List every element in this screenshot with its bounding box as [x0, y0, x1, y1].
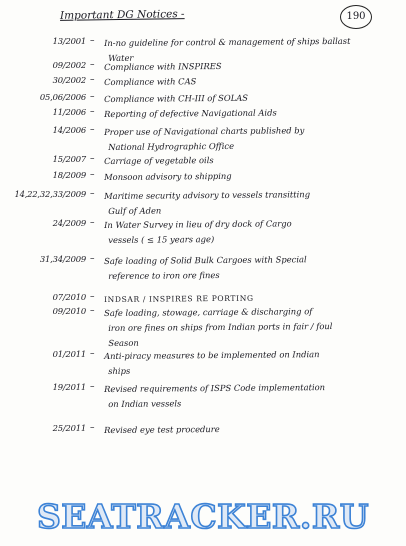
- notice-number: 14,22,32,33/2009: [14, 189, 86, 199]
- dash-separator: –: [90, 75, 95, 85]
- notice-description-line: Reporting of defective Navigational Aids: [104, 107, 277, 119]
- notice-description: [104, 252, 372, 284]
- notice-description-line: Compliance with INSPIRES: [104, 60, 222, 72]
- notice-number: 19/2011: [52, 382, 86, 392]
- notice-description-line: INDSAR / INSPIRES RE PORTING: [104, 293, 254, 304]
- notice-number: 01/2011: [52, 349, 86, 359]
- dash-separator: –: [90, 292, 95, 302]
- dash-separator: –: [90, 125, 95, 135]
- page-title: Important DG Notices -: [59, 8, 185, 22]
- notice-number: 13/2001: [52, 36, 86, 46]
- notice-description-line: Compliance with CH-III of SOLAS: [104, 92, 249, 104]
- notice-description-line: Monsoon advisory to shipping: [104, 170, 232, 182]
- notice-description-line: vessels ( ≤ 15 years age): [108, 234, 215, 245]
- notice-number: 07/2010: [52, 292, 86, 302]
- notice-description: [104, 168, 372, 185]
- notice-number: 30/2002: [52, 75, 86, 85]
- notice-description: [104, 152, 372, 169]
- dash-separator: –: [90, 36, 95, 46]
- notice-description-line: iron ore fines on ships from Indian ports in fair / foul: [108, 321, 333, 333]
- dash-separator: –: [90, 189, 95, 199]
- notice-number: 09/2002: [52, 60, 86, 70]
- notice-number: 31,34/2009: [39, 254, 86, 264]
- notice-description-line: ships: [108, 365, 131, 376]
- dash-separator: –: [90, 349, 95, 359]
- notice-description-line: Safe loading of Solid Bulk Cargoes with Special: [104, 254, 307, 266]
- notice-number: 05,06/2006: [39, 92, 86, 102]
- dash-separator: –: [90, 382, 95, 392]
- notice-description-line: National Hydrographic Office: [108, 140, 235, 152]
- notice-description-line: Proper use of Navigational charts published by: [104, 125, 305, 137]
- notice-description-line: In-no guideline for control & management of ships ballast: [104, 35, 351, 48]
- dash-separator: –: [90, 254, 95, 264]
- dash-separator: –: [90, 154, 95, 164]
- notice-description-line: Season: [108, 337, 139, 348]
- dash-separator: –: [90, 107, 95, 117]
- notice-description-line: Safe loading, stowage, carriage & discharging of: [104, 306, 313, 318]
- notice-description: [104, 105, 372, 122]
- notice-description: [104, 421, 372, 438]
- notice-number: 25/2011: [52, 423, 86, 433]
- dash-separator: –: [90, 170, 95, 180]
- notice-description-line: Carriage of vegetable oils: [104, 155, 214, 166]
- notice-description-line: In Water Survey in lieu of dry dock of Cargo: [104, 218, 292, 230]
- page-number-circle: 190: [340, 5, 372, 29]
- dash-separator: –: [90, 306, 95, 316]
- watermark: SEATRACKER.RU: [36, 497, 370, 536]
- notice-description-line: Water: [108, 52, 134, 63]
- notice-number: 24/2009: [52, 218, 86, 228]
- notice-description: [104, 123, 372, 155]
- notice-description: [104, 73, 372, 90]
- notice-number: 09/2010: [52, 306, 86, 316]
- notice-description: [104, 216, 372, 248]
- notice-description-line: Anti-piracy measures to be implemented on Indian: [104, 349, 320, 361]
- notice-description: [104, 187, 372, 219]
- dash-separator: –: [90, 218, 95, 228]
- notice-description: [104, 380, 372, 412]
- dash-separator: –: [90, 423, 95, 433]
- dash-separator: –: [90, 92, 95, 102]
- notice-description-line: Gulf of Aden: [108, 205, 162, 216]
- notice-description-line: Revised requirements of ISPS Code implementation: [104, 382, 326, 394]
- notice-number: 11/2006: [52, 107, 86, 117]
- notice-description-line: reference to iron ore fines: [108, 269, 220, 281]
- notice-number: 14/2006: [52, 125, 86, 135]
- notice-description-line: on Indian vessels: [108, 398, 182, 409]
- notice-description: [104, 304, 372, 351]
- notice-description: [104, 347, 372, 379]
- dash-separator: –: [90, 60, 95, 70]
- notice-description-line: Compliance with CAS: [104, 76, 197, 87]
- notice-description-line: Maritime security advisory to vessels transitting: [104, 189, 311, 201]
- notice-number: 18/2009: [52, 170, 86, 180]
- notice-number: 15/2007: [52, 154, 86, 164]
- notice-description-line: Revised eye test procedure: [104, 423, 220, 435]
